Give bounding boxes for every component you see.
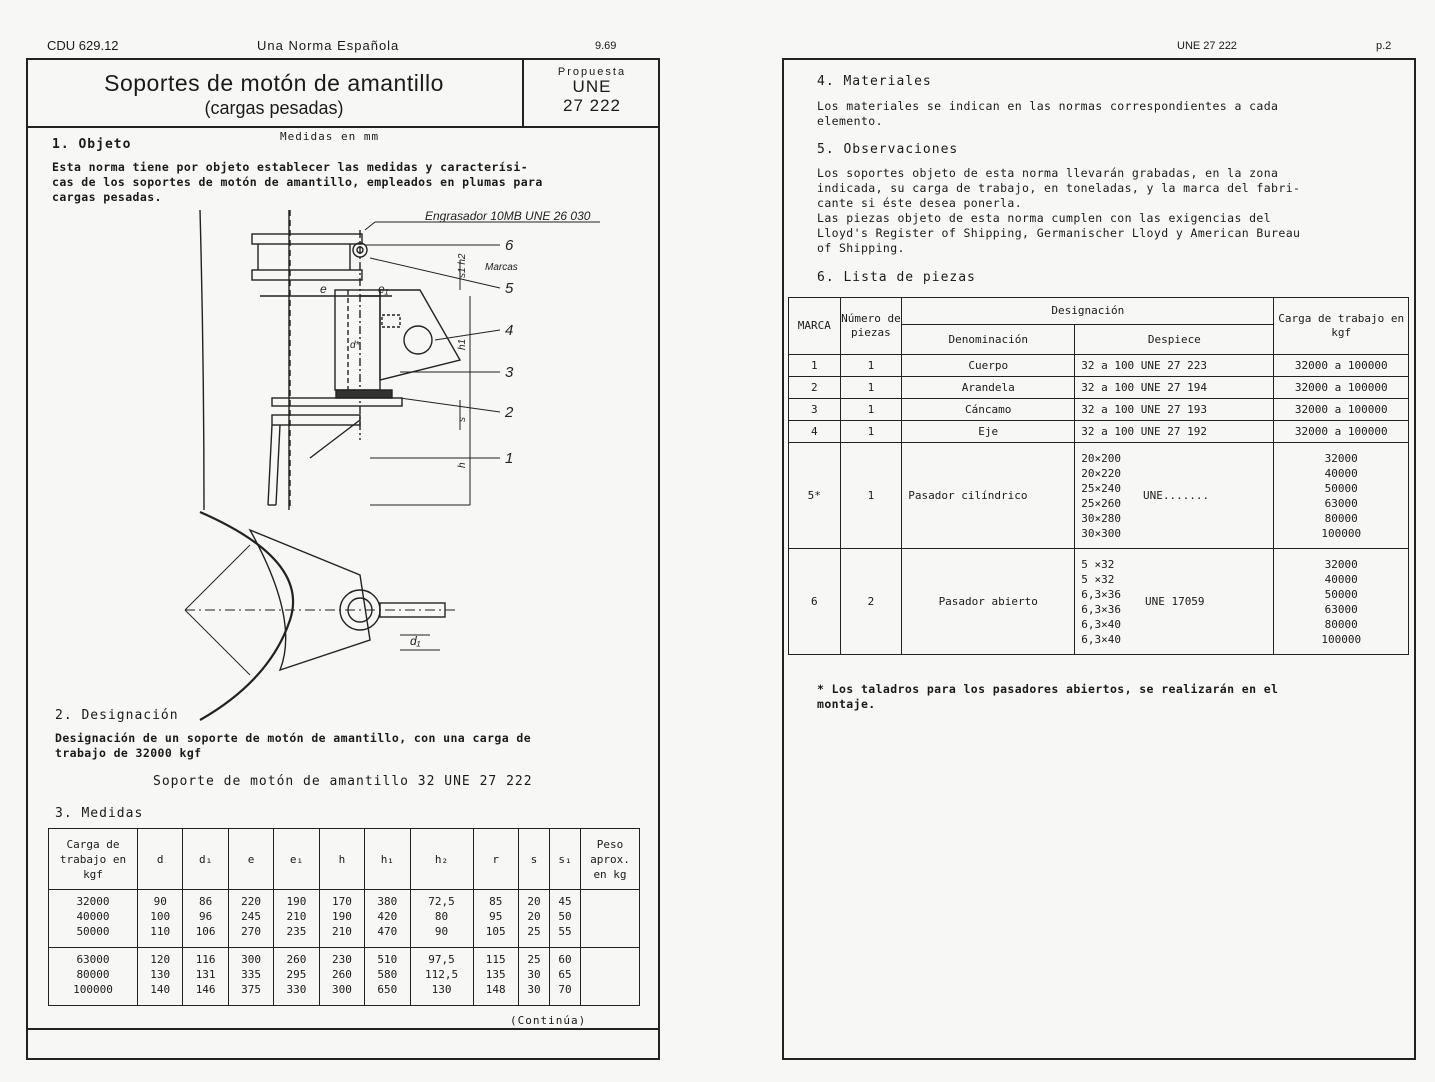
cell-value: 25 <box>527 953 541 966</box>
cell-value: 116 <box>195 953 216 966</box>
part-label-2: 2 <box>505 404 514 421</box>
part-label-3: 3 <box>505 364 514 381</box>
cell-value: 90 <box>434 925 449 938</box>
size-item: 5 ×32 <box>1081 572 1115 586</box>
cell-value: 80000 <box>76 968 110 981</box>
part-label-4: 4 <box>505 322 514 339</box>
cell-value: 50 <box>558 910 572 923</box>
col-header: h <box>319 829 364 890</box>
table-cell <box>49 890 138 948</box>
cell-value: 70 <box>558 983 572 996</box>
cell-value: 105 <box>485 925 506 938</box>
cell-denominacion: Pasador cilíndrico <box>902 443 1075 549</box>
cell-value: 510 <box>377 953 398 966</box>
cell-value: 90 <box>153 895 167 908</box>
cell-marca: 4 <box>789 421 841 443</box>
cell-marca: 2 <box>789 377 841 399</box>
table-cell <box>319 948 364 1006</box>
col-header: Carga de trabajo en kgf <box>49 829 138 890</box>
part-label-1: 1 <box>505 450 514 467</box>
table-cell <box>581 948 640 1006</box>
proposal-number: 27 222 <box>563 96 621 115</box>
proposal-box <box>524 58 660 128</box>
dim-h: h <box>457 462 468 468</box>
table-row <box>789 443 1409 549</box>
size-item: 5 ×32 <box>1081 557 1115 571</box>
size-item: 6,3×40 <box>1081 632 1121 646</box>
size-item: 25×240 <box>1081 481 1121 495</box>
cell-value: 106 <box>195 925 216 938</box>
table-cell <box>319 890 364 948</box>
cell-denominacion: Arandela <box>902 377 1075 399</box>
cell-value: 300 <box>331 983 352 996</box>
size-item: 20×220 <box>1081 466 1121 480</box>
table-cell <box>49 948 138 1006</box>
table-cell <box>549 890 580 948</box>
carga-item: 63000 <box>1324 602 1358 616</box>
carga-item: 80000 <box>1324 511 1358 525</box>
pasador-ab-une: UNE 17059 <box>1144 595 1205 608</box>
size-item: 6,3×36 <box>1081 587 1121 601</box>
section-1-line: cargas pesadas. <box>52 190 162 204</box>
cell-value: 260 <box>286 953 307 966</box>
plan-arc <box>200 512 293 720</box>
table-row <box>789 549 1409 655</box>
carga-item: 40000 <box>1324 466 1358 480</box>
table-cell <box>365 890 410 948</box>
parts-list-table <box>788 297 1409 655</box>
cell-value: 330 <box>286 983 307 996</box>
col-header-designacion: Designación <box>902 298 1274 325</box>
table-cell <box>228 890 273 948</box>
table-row <box>49 948 640 1006</box>
cell-value: 110 <box>150 925 171 938</box>
cell-numero: 1 <box>840 355 902 377</box>
cell-value: 210 <box>286 910 307 923</box>
table-row <box>789 399 1409 421</box>
dimensions-table <box>48 828 640 1006</box>
table-cell <box>473 948 518 1006</box>
cell-value: 95 <box>489 910 503 923</box>
table-cell <box>410 948 473 1006</box>
continua-note: (Continúa) <box>510 1014 587 1027</box>
cdu-code: CDU 629.12 <box>47 38 119 53</box>
cell-value: 135 <box>485 968 506 981</box>
table-cell <box>518 890 549 948</box>
cell-value: 300 <box>241 953 261 966</box>
table-row <box>789 355 1409 377</box>
cell-denominacion: Cáncamo <box>902 399 1075 421</box>
cell-value: 50000 <box>76 925 110 938</box>
col-header: d₁ <box>183 829 228 890</box>
title-box <box>26 58 524 128</box>
cell-numero: 1 <box>840 443 902 549</box>
cell-value: 25 <box>527 925 541 938</box>
table-cell <box>365 948 410 1006</box>
cell-despiece <box>1075 549 1274 655</box>
carga-item: 100000 <box>1321 632 1362 646</box>
cell-value: 230 <box>331 953 352 966</box>
proposal-label: Propuesta <box>557 66 627 78</box>
dim-d1: d₁ <box>410 634 421 648</box>
table-cell <box>549 948 580 1006</box>
cell-numero: 1 <box>840 399 902 421</box>
size-item: 6,3×36 <box>1081 602 1121 616</box>
section-1-line: Esta norma tiene por objeto establecer las medidas y caracterísi- <box>52 160 529 174</box>
table-cell <box>183 890 228 948</box>
cell-value: 20 <box>527 910 541 923</box>
section-5-line: Lloyd's Register of Shipping, Germanischer Lloyd y American Bureau <box>817 226 1301 240</box>
cell-carga: 32000 a 100000 <box>1274 399 1409 421</box>
carga-item: 100000 <box>1321 526 1362 540</box>
cell-numero: 1 <box>840 421 902 443</box>
footnote-line: montaje. <box>817 697 876 711</box>
cell-value: 335 <box>241 968 261 981</box>
cell-value: 30 <box>527 968 541 981</box>
cell-denominacion: Eje <box>902 421 1075 443</box>
upper-plate <box>252 234 362 244</box>
section-5-line: cante si éste desea ponerla. <box>817 196 1023 210</box>
cell-value: 72,5 <box>428 895 455 908</box>
section-5-line: Las piezas objeto de esta norma cumplen con las exigencias del <box>817 211 1272 225</box>
table-cell <box>138 948 183 1006</box>
size-item: 6,3×40 <box>1081 617 1121 631</box>
cell-marca: 3 <box>789 399 841 421</box>
pasador-ab-sizes <box>1081 557 1121 647</box>
col-header-numero: Número de piezas <box>840 298 902 355</box>
cell-value: 96 <box>199 910 213 923</box>
dim-e: e <box>320 282 327 296</box>
col-header: Peso aprox. en kg <box>581 829 640 890</box>
table-header-row <box>49 829 640 890</box>
cell-value: 97,5 <box>428 953 455 966</box>
cell-denominacion: Cuerpo <box>902 355 1075 377</box>
cell-value: 85 <box>489 895 503 908</box>
dim-d: d* <box>350 340 360 351</box>
size-item: 25×260 <box>1081 496 1121 510</box>
cell-value: 63000 <box>76 953 110 966</box>
col-header-marca: MARCA <box>789 298 841 355</box>
technical-drawing <box>160 200 591 725</box>
table-row <box>789 421 1409 443</box>
parts-list-body <box>789 355 1409 655</box>
cell-despiece <box>1075 443 1274 549</box>
cell-value: 120 <box>150 953 171 966</box>
part-label-5: 5 <box>505 280 514 297</box>
section-5-line: of Shipping. <box>817 241 905 255</box>
proposal-une: UNE <box>572 77 612 96</box>
carga-item: 32000 <box>1324 451 1358 465</box>
footnote-line: * Los taladros para los pasadores abiertos, se realizarán en el <box>817 682 1279 696</box>
cell-value: 55 <box>558 925 572 938</box>
section-5-text <box>817 166 1412 256</box>
cell-value: 245 <box>241 910 261 923</box>
dim-s: s <box>457 417 468 422</box>
col-header: h₂ <box>410 829 473 890</box>
cell-value: 40000 <box>76 910 110 923</box>
carga-item: 50000 <box>1324 587 1358 601</box>
pasador-cil-sizes <box>1081 451 1121 541</box>
table-cell <box>410 890 473 948</box>
col-header: r <box>473 829 518 890</box>
cell-value: 375 <box>241 983 261 996</box>
cell-value: 295 <box>286 968 307 981</box>
cell-value: 20 <box>527 895 541 908</box>
cell-despiece: 32 a 100 UNE 27 193 <box>1075 399 1274 421</box>
cell-despiece: 32 a 100 UNE 27 192 <box>1075 421 1274 443</box>
section-5-title: 5. Observaciones <box>817 142 959 157</box>
cell-despiece: 32 a 100 UNE 27 194 <box>1075 377 1274 399</box>
carga-item: 50000 <box>1324 481 1358 495</box>
section-5-line: indicada, su carga de trabajo, en toneladas, y la marca del fabri- <box>817 181 1301 195</box>
cell-value: 146 <box>195 983 216 996</box>
col-header: h₁ <box>365 829 410 890</box>
cell-carga <box>1274 443 1409 549</box>
cell-value: 32000 <box>76 895 110 908</box>
cell-value: 380 <box>377 895 398 908</box>
table-cell <box>473 890 518 948</box>
eye-arm <box>380 290 460 380</box>
cell-value: 650 <box>377 983 398 996</box>
size-item: 30×280 <box>1081 511 1121 525</box>
dim-s1h2: s1 h2 <box>457 253 468 278</box>
section-1-text <box>52 160 662 205</box>
cell-value: 580 <box>377 968 398 981</box>
cell-value: 100000 <box>73 983 113 996</box>
cell-value: 115 <box>485 953 506 966</box>
cell-numero: 1 <box>840 377 902 399</box>
cell-value: 45 <box>558 895 572 908</box>
dim-e1: e₁ <box>378 282 389 296</box>
cell-value: 65 <box>558 968 572 981</box>
table-header-row <box>789 298 1409 325</box>
cell-marca: 5* <box>789 443 841 549</box>
col-header: e <box>228 829 273 890</box>
cell-value: 60 <box>558 953 572 966</box>
cell-value: 190 <box>331 910 352 923</box>
col-header-carga: Carga de trabajo en kgf <box>1274 298 1409 355</box>
dim-h1: h1 <box>457 338 468 350</box>
cell-value: 112,5 <box>424 968 459 981</box>
cell-value: 130 <box>150 968 171 981</box>
cell-value: 30 <box>527 983 541 996</box>
section-2-title: 2. Designación <box>55 708 179 723</box>
upper-plate-2 <box>252 270 362 280</box>
page-title: Soportes de motón de amantillo <box>104 70 444 96</box>
section-1-line: cas de los soportes de motón de amantillo, empleados en plumas para <box>52 175 543 189</box>
right-page-header <box>782 40 1422 58</box>
marcas-label: Marcas <box>485 262 518 273</box>
table-row <box>49 890 640 948</box>
cell-carga: 32000 a 100000 <box>1274 421 1409 443</box>
left-bottom-rule <box>26 1028 660 1030</box>
size-item: 30×300 <box>1081 526 1121 540</box>
col-header-denominacion: Denominación <box>902 325 1075 355</box>
table-cell <box>274 948 319 1006</box>
cell-value: 86 <box>199 895 213 908</box>
cell-carga: 32000 a 100000 <box>1274 355 1409 377</box>
units-note: Medidas en mm <box>280 130 380 143</box>
section-3-title: 3. Medidas <box>55 806 144 821</box>
footnote <box>817 682 1407 712</box>
cell-carga: 32000 a 100000 <box>1274 377 1409 399</box>
cell-value: 210 <box>331 925 352 938</box>
plan-arm <box>250 530 370 670</box>
cell-marca: 1 <box>789 355 841 377</box>
cell-value: 170 <box>331 895 352 908</box>
page-number: p.2 <box>1376 40 1392 52</box>
cell-value: 140 <box>150 983 171 996</box>
cell-value: 190 <box>286 895 307 908</box>
page-subtitle: (cargas pesadas) <box>204 98 344 118</box>
cell-value: 260 <box>331 968 352 981</box>
section-5-line: Los soportes objeto de esta norma llevarán grabadas, en la zona <box>817 166 1279 180</box>
cell-value: 420 <box>377 910 398 923</box>
cell-value: 131 <box>195 968 216 981</box>
carga-item: 63000 <box>1324 496 1358 510</box>
norma-label: Una Norma Española <box>257 38 400 53</box>
cell-numero: 2 <box>840 549 902 655</box>
table-cell <box>274 890 319 948</box>
cell-despiece: 32 a 100 UNE 27 223 <box>1075 355 1274 377</box>
cell-value: 470 <box>377 925 398 938</box>
section-4-line: elemento. <box>817 114 883 128</box>
table-cell <box>518 948 549 1006</box>
col-header: e₁ <box>274 829 319 890</box>
table-cell <box>228 948 273 1006</box>
col-header: d <box>138 829 183 890</box>
cell-value: 270 <box>241 925 261 938</box>
engrasador-label: Engrasador 10MB UNE 26 030 <box>425 209 591 223</box>
section-4-line: Los materiales se indican en las normas correspondientes a cada <box>817 99 1279 113</box>
cell-value: 220 <box>241 895 261 908</box>
dimensions-table-body <box>49 890 640 1006</box>
table-cell <box>581 890 640 948</box>
col-header: s <box>518 829 549 890</box>
carga-item: 80000 <box>1324 617 1358 631</box>
section-4-title: 4. Materiales <box>817 74 932 89</box>
table-row <box>789 377 1409 399</box>
cell-denominacion: Pasador abierto <box>902 549 1075 655</box>
col-header: s₁ <box>549 829 580 890</box>
section-6-title: 6. Lista de piezas <box>817 270 976 285</box>
section-2-text <box>55 731 655 761</box>
edition-date: 9.69 <box>595 40 617 52</box>
col-header-despiece: Despiece <box>1075 325 1274 355</box>
cell-marca: 6 <box>789 549 841 655</box>
part-label-6: 6 <box>505 237 514 254</box>
designation-example: Soporte de motón de amantillo 32 UNE 27 222 <box>153 774 533 789</box>
eye-hole <box>404 326 432 354</box>
carga-item: 32000 <box>1324 557 1358 571</box>
table-cell <box>138 890 183 948</box>
cell-value: 100 <box>150 910 171 923</box>
section-1-title: 1. Objeto <box>52 137 132 152</box>
section-2-line: trabajo de 32000 kgf <box>55 746 202 760</box>
cell-value: 130 <box>431 983 452 996</box>
mast-outline <box>200 210 204 510</box>
pasador-cil-une: UNE....... <box>1142 489 1210 502</box>
cell-value: 235 <box>286 925 307 938</box>
cell-value: 80 <box>434 910 449 923</box>
carga-item: 40000 <box>1324 572 1358 586</box>
left-page-header <box>47 38 627 56</box>
cell-carga <box>1274 549 1409 655</box>
base-plate <box>272 415 360 425</box>
section-2-line: Designación de un soporte de motón de amantillo, con una carga de <box>55 731 532 745</box>
lower-washer <box>272 398 402 406</box>
table-cell <box>183 948 228 1006</box>
size-item: 20×200 <box>1081 451 1121 465</box>
header-une: UNE 27 222 <box>1177 40 1237 52</box>
cell-value: 148 <box>485 983 506 996</box>
section-4-text <box>817 99 1407 129</box>
